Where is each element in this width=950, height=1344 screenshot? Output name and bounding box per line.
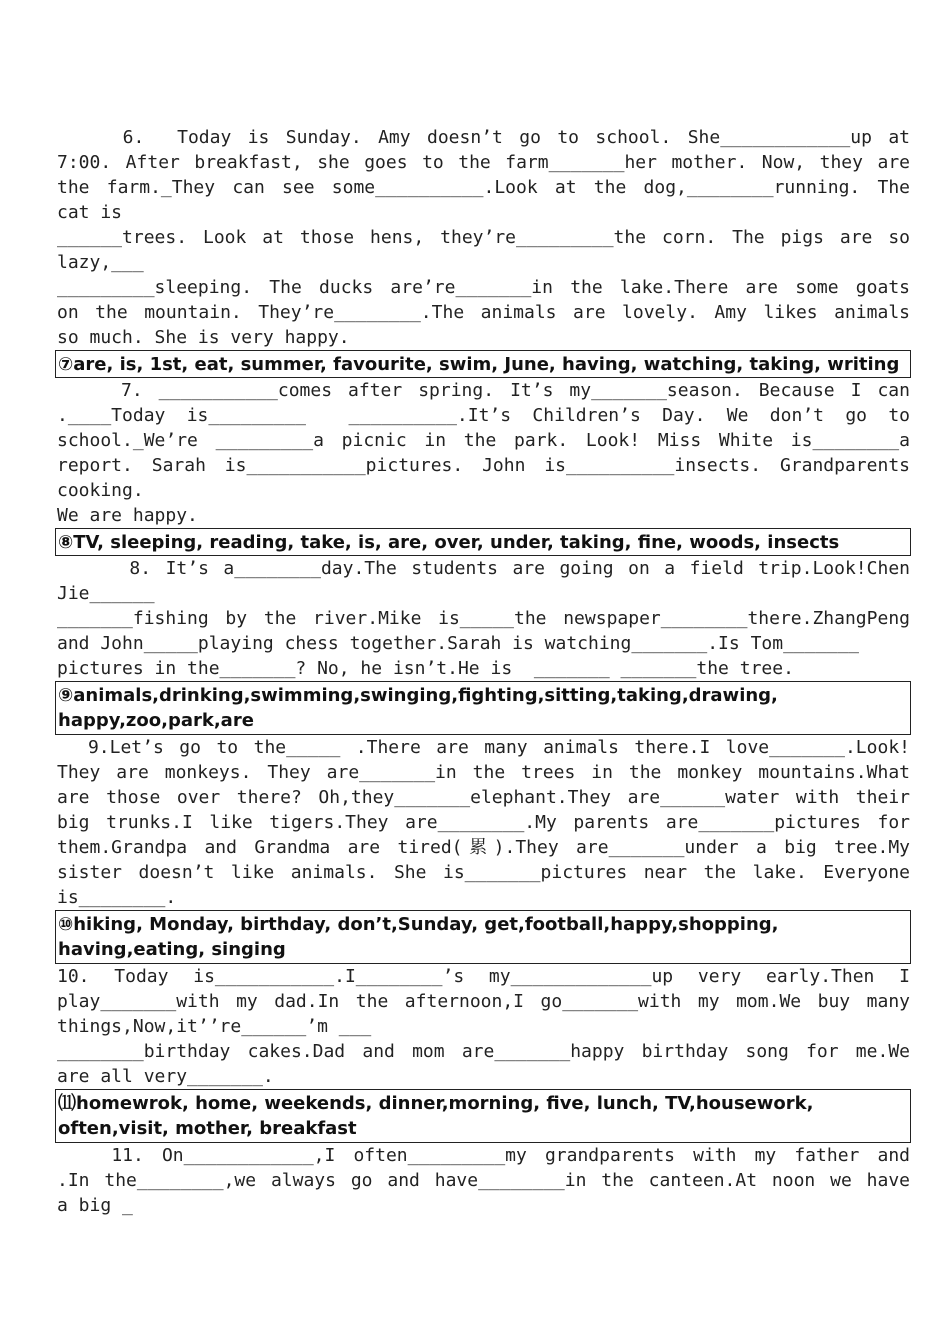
text-line: cat is <box>57 202 123 223</box>
word-box-11 <box>55 1089 911 1143</box>
text-line: We are happy. <box>57 505 198 526</box>
text-line: play_______with my dad.In the afternoon,I go_______with my mom.We buy many <box>57 991 910 1012</box>
text-line: is________. <box>57 887 177 908</box>
word-box-line: often,visit, mother, breakfast <box>58 1118 357 1139</box>
text-line: 9.Let’s go to the_____ .There are many animals there.I love_______.Look! <box>57 737 910 758</box>
word-box-line: having,eating, singing <box>58 939 286 960</box>
exercise-9 <box>57 735 910 910</box>
text-line: so much. She is very happy. <box>57 327 350 348</box>
text-line: ______trees. Look at those hens, they’re_________the corn. The pigs are so <box>57 227 910 248</box>
word-box-7 <box>55 350 911 378</box>
text-line: ________birthday cakes.Dad and mom are_______happy birthday song for me.We <box>57 1041 910 1062</box>
text-line: Jie______ <box>57 583 155 604</box>
text-line: sister doesn’t like animals. She is_______pictures near the lake. Everyone <box>57 862 910 883</box>
word-box-line: ⑩hiking, Monday, birthday, don’t,Sunday, get,football,happy,shopping, <box>58 914 779 935</box>
text-line: 6. Today is Sunday. Amy doesn’t go to school. She____________up at <box>57 127 910 148</box>
text-line: 10. Today is___________.I________’s my_____________up very early.Then I <box>57 966 910 987</box>
text-line: _______fishing by the river.Mike is_____the newspaper________there.ZhangPeng <box>57 608 910 629</box>
word-box-line: happy,zoo,park,are <box>58 710 254 731</box>
text-line: .In the________,we always go and have________in the canteen.At noon we have <box>57 1170 910 1191</box>
text-line: pictures in the_______? No, he isn’t.He is _______ _______the tree. <box>57 658 794 679</box>
text-line: big trunks.I like tigers.They are________.My parents are_______pictures for <box>57 812 910 833</box>
exercise-6 <box>57 125 910 350</box>
exercise-8 <box>57 556 910 681</box>
exercise-10 <box>57 964 910 1089</box>
text-line: things,Now,it’’re______’m ___ <box>57 1016 372 1037</box>
word-box-line: ⑧TV, sleeping, reading, take, is, are, over, under, taking, fine, woods, insects <box>58 532 840 553</box>
text-line: are all very_______. <box>57 1066 274 1087</box>
word-box-8 <box>55 528 911 556</box>
text-line: on the mountain. They’re________.The animals are lovely. Amy likes animals <box>57 302 910 323</box>
exercise-11 <box>57 1143 910 1218</box>
text-line: .____Today is_________ __________.It’s Children’s Day. We don’t go to <box>57 405 910 426</box>
text-line: report. Sarah is___________pictures. John is__________insects. Grandparents <box>57 455 910 476</box>
text-line: the farm._They can see some__________.Look at the dog,________running. The <box>57 177 910 198</box>
text-line: 8. It’s a________day.The students are going on a field trip.Look!Chen <box>57 558 910 579</box>
text-line: a big _ <box>57 1195 133 1216</box>
text-line: 7. ___________comes after spring. It’s my_______season. Because I can <box>57 380 910 401</box>
text-line: them.Grandpa and Grandma are tired(累).They are_______under a big tree.My <box>57 837 910 858</box>
word-box-line: ⑾homewrok, home, weekends, dinner,morning, five, lunch, TV,housework, <box>58 1093 814 1114</box>
text-line: cooking. <box>57 480 144 501</box>
text-line: 7:00. After breakfast, she goes to the farm_______her mother. Now, they are <box>57 152 910 173</box>
text-line: lazy,___ <box>57 252 144 273</box>
text-line: are those over there? Oh,they_______elephant.They are______water with their <box>57 787 910 808</box>
exercise-7 <box>57 378 910 528</box>
word-box-9 <box>55 681 911 735</box>
word-box-10 <box>55 910 911 964</box>
word-box-line: ⑨animals,drinking,swimming,swinging,fighting,sitting,taking,drawing, <box>58 685 778 706</box>
text-line: school._We’re _________a picnic in the park. Look! Miss White is________a <box>57 430 910 451</box>
text-line: They are monkeys. They are_______in the trees in the monkey mountains.What <box>57 762 910 783</box>
word-box-line: ⑦are, is, 1st, eat, summer, favourite, swim, June, having, watching, taking, writing <box>58 354 900 375</box>
text-line: 11. On____________,I often_________my grandparents with my father and <box>57 1145 910 1166</box>
text-line: and John_____playing chess together.Sarah is watching_______.Is Tom_______ <box>57 633 859 654</box>
text-line: _________sleeping. The ducks are’re_______in the lake.There are some goats <box>57 277 910 298</box>
